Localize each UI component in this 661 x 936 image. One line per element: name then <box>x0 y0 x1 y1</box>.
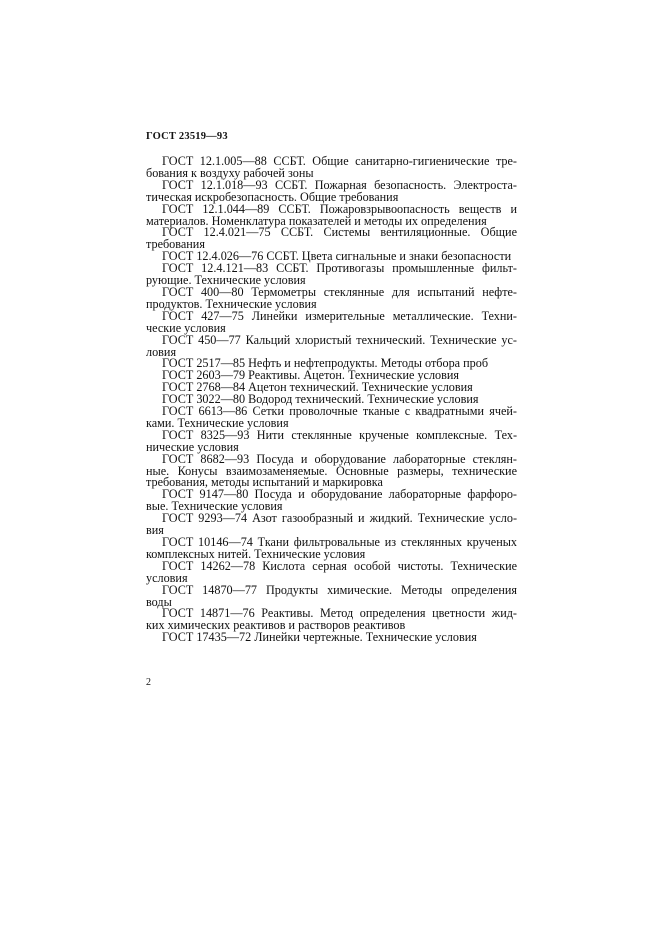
reference-entry-line-continuation: ками. Технические условия <box>146 415 289 430</box>
reference-entry-line-continuation: комплексных нитей. Технические условия <box>146 546 366 561</box>
reference-entry-line-first: ГОСТ 400—80 Термометры стеклянные для испытаний нефте- <box>162 284 517 299</box>
reference-entry <box>146 427 517 454</box>
page-number: 2 <box>146 677 151 688</box>
reference-entry-line-continuation: бования к воздуху рабочей зоны <box>146 165 314 180</box>
reference-entry <box>146 558 517 585</box>
reference-entry-line-continuation: требования, методы испытаний и маркировка <box>146 475 383 490</box>
reference-entry-line-first: ГОСТ 9293—74 Азот газообразный и жидкий. Технические усло- <box>162 511 517 526</box>
reference-entry-line-first: ГОСТ 17435—72 Линейки чертежные. Технические условия <box>162 630 477 645</box>
reference-entry-line-continuation: вия <box>146 523 164 538</box>
standards-reference-list <box>146 156 517 644</box>
reference-entry-line-first: ГОСТ 9147—80 Посуда и оборудование лабораторные фарфоро- <box>162 487 517 502</box>
reference-entry-line-first: ГОСТ 8325—93 Нити стеклянные крученые комплексные. Тех- <box>162 427 517 442</box>
reference-entry-line-continuation: требования <box>146 237 205 252</box>
reference-entry <box>146 263 517 287</box>
reference-entry-line-first: ГОСТ 12.4.026—76 ССБТ. Цвета сигнальные и знаки безопасности <box>162 249 512 264</box>
reference-entry <box>146 406 517 430</box>
reference-entry-line-first: ГОСТ 2603—79 Реактивы. Ацетон. Технические условия <box>162 368 460 383</box>
reference-entry <box>146 451 517 490</box>
reference-entry-line-continuation: рующие. Технические условия <box>146 273 306 288</box>
reference-entry-line-first: ГОСТ 2517—85 Нефть и нефтепродукты. Методы отбора проб <box>162 356 489 371</box>
reference-entry <box>146 227 517 251</box>
reference-entry-line-first: ГОСТ 3022—80 Водород технический. Технические условия <box>162 392 479 407</box>
reference-entry-line-first: ГОСТ 6613—86 Сетки проволочные тканые с квадратными ячей- <box>162 404 517 419</box>
reference-entry-line-first: ГОСТ 10146—74 Ткани фильтровальные из стеклянных крученых <box>162 535 517 549</box>
reference-entry-line-continuation: воды <box>146 594 172 609</box>
reference-entry-line-first: ГОСТ 8682—93 Посуда и оборудование лабораторные стеклян- <box>162 451 517 466</box>
reference-entry-line-first: ГОСТ 12.4.021—75 ССБТ. Системы вентиляционные. Общие <box>162 225 517 240</box>
reference-entry <box>146 489 517 513</box>
page-header-title: ГОСТ 23519—93 <box>146 131 228 142</box>
reference-entry <box>146 582 517 609</box>
reference-entry-line-first: ГОСТ 12.1.018—93 ССБТ. Пожарная безопасность. Электроста- <box>162 177 517 192</box>
reference-entry <box>146 513 517 537</box>
reference-entry-line-continuation: ловия <box>146 344 177 359</box>
reference-entry-line-first: ГОСТ 14870—77 Продукты химические. Методы определения <box>162 582 517 597</box>
reference-entry <box>146 537 517 561</box>
reference-entry-line-continuation: продуктов. Технические условия <box>146 296 317 311</box>
reference-entry-line-first: ГОСТ 12.1.044—89 ССБТ. Пожаровзрывоопасность веществ и <box>162 201 517 216</box>
reference-entry-line-continuation: ные. Конусы взаимозаменяемые. Основные размеры, технические <box>146 463 517 478</box>
reference-entry-line-continuation: ких химических реактивов и растворов реактивов <box>146 618 406 633</box>
reference-entry-line-first: ГОСТ 427—75 Линейки измерительные металлические. Техни- <box>162 308 517 323</box>
reference-entry-line-first: ГОСТ 2768—84 Ацетон технический. Технические условия <box>162 380 473 395</box>
reference-entry <box>146 632 517 644</box>
reference-entry <box>146 308 517 335</box>
reference-entry <box>146 608 517 632</box>
reference-entry-line-first: ГОСТ 12.4.121—83 ССБТ. Противогазы промышленные фильт- <box>162 261 517 276</box>
reference-entry-line-continuation: тическая искробезопасность. Общие требования <box>146 189 399 204</box>
reference-entry-line-continuation: условия <box>146 570 188 585</box>
reference-entry-line-continuation: материалов. Номенклатура показателей и методы их определения <box>146 213 487 228</box>
reference-entry-line-first: ГОСТ 12.1.005—88 ССБТ. Общие санитарно-гигиенические тре- <box>162 154 517 168</box>
reference-entry-line-continuation: ческие условия <box>146 320 226 335</box>
reference-entry-line-first: ГОСТ 14262—78 Кислота серная особой чистоты. Технические <box>162 558 517 573</box>
reference-entry <box>146 177 517 204</box>
reference-entry-line-continuation: нические условия <box>146 439 239 454</box>
reference-entry-line-first: ГОСТ 14871—76 Реактивы. Метод определения цветности жид- <box>162 606 517 621</box>
reference-entry-line-first: ГОСТ 450—77 Кальций хлористый технический. Технические ус- <box>162 332 517 347</box>
reference-entry <box>146 332 517 359</box>
reference-entry <box>146 284 517 311</box>
reference-entry <box>146 156 517 180</box>
reference-entry <box>146 201 517 228</box>
reference-entry-line-continuation: вые. Технические условия <box>146 499 283 514</box>
